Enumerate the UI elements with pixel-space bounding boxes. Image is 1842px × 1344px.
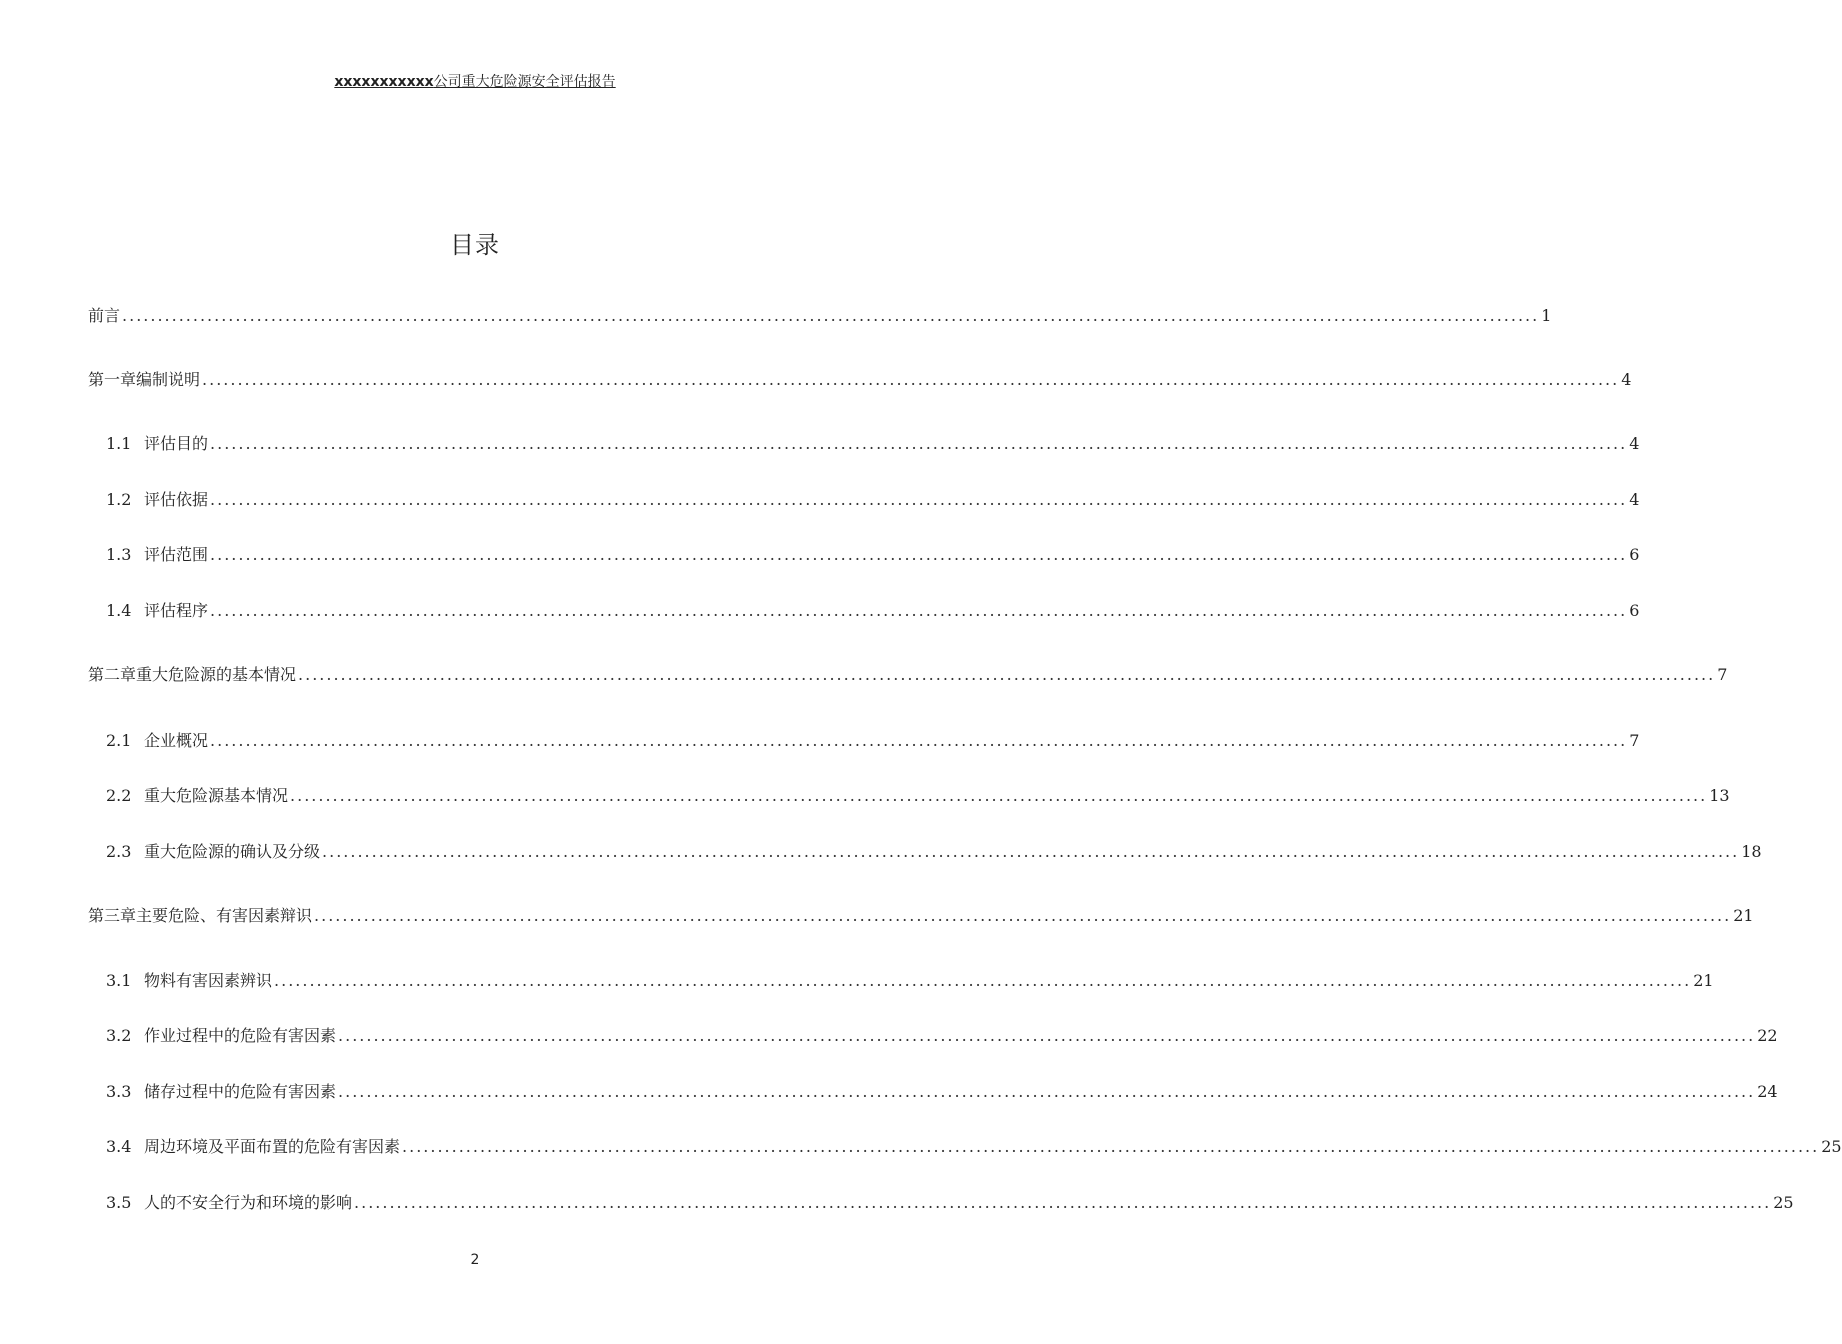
toc-entry-label: [106, 1078, 336, 1106]
toc-entry[interactable]: [106, 838, 1762, 866]
toc-leader-dots: ........................................................................................................................................................................................................: [210, 601, 1628, 620]
toc-entry-label: [106, 727, 208, 755]
toc-entry-label: [106, 597, 208, 625]
toc-entry[interactable]: [106, 1078, 1778, 1106]
toc-entry-text: 第一章编制说明: [88, 370, 201, 389]
toc-entry[interactable]: [88, 661, 1728, 689]
toc-entry-text: 重大危险源的确认及分级: [144, 842, 321, 861]
header-report-title: 公司重大危险源安全评估报告: [433, 74, 616, 90]
toc-entry-page: 6: [1629, 601, 1640, 620]
toc-entry-number: 1.4: [106, 601, 132, 620]
toc-entry-number: 1.3: [106, 545, 132, 564]
toc-entry-number: 3.3: [106, 1082, 132, 1101]
toc-entry[interactable]: [106, 1189, 1794, 1217]
toc-entry-text: 重大危险源基本情况: [144, 786, 289, 805]
toc-entry-number: 3.2: [106, 1026, 132, 1045]
toc-entry-label: [106, 1133, 400, 1161]
toc-entry-label: [106, 430, 208, 458]
toc-entry-label: [106, 1022, 336, 1050]
toc-leader-dots: ........................................................................................................................................................................................................: [210, 545, 1628, 564]
toc-entry-label: [106, 967, 272, 995]
toc-entry[interactable]: [88, 366, 1632, 394]
toc-leader-dots: ........................................................................................................................................................................................................: [210, 434, 1628, 453]
toc-entry[interactable]: [106, 541, 1640, 569]
toc-leader-dots: ........................................................................................................................................................................................................: [290, 786, 1708, 805]
toc-entry-text: 评估范围: [144, 545, 209, 564]
toc-entry-text: 作业过程中的危险有害因素: [144, 1026, 337, 1045]
toc-entry-page: 4: [1621, 370, 1632, 389]
toc-entry-label: [106, 1189, 352, 1217]
toc-entry[interactable]: [106, 486, 1640, 514]
toc-entry-text: 企业概况: [144, 731, 209, 750]
toc-leader-dots: ........................................................................................................................................................................................................: [322, 842, 1740, 861]
toc-leader-dots: ........................................................................................................................................................................................................: [338, 1026, 1756, 1045]
toc-leader-dots: ........................................................................................................................................................................................................: [210, 731, 1628, 750]
toc-leader-dots: ........................................................................................................................................................................................................: [210, 490, 1628, 509]
toc-title: 目录: [450, 231, 500, 259]
toc-entry-page: 24: [1757, 1082, 1778, 1101]
toc-entry[interactable]: [106, 782, 1730, 810]
toc-leader-dots: ........................................................................................................................................................................................................: [202, 370, 1620, 389]
toc-entry-label: [88, 366, 200, 394]
toc-entry-text: 评估目的: [144, 434, 209, 453]
toc-entry-label: [106, 838, 320, 866]
toc-entry-page: 18: [1741, 842, 1762, 861]
toc-entry-label: [88, 661, 296, 689]
toc-entry-number: 2.1: [106, 731, 132, 750]
toc-entry[interactable]: [106, 430, 1640, 458]
page-number: 2: [470, 1252, 480, 1268]
toc-entry-number: 1.1: [106, 434, 132, 453]
toc-entry-number: 3.1: [106, 971, 132, 990]
header-company-code: xxxxxxxxxxx: [334, 74, 434, 90]
toc-entry-label: [106, 782, 288, 810]
toc-entry-text: 前言: [88, 306, 121, 325]
toc-entry[interactable]: [88, 302, 1552, 330]
toc-leader-dots: ........................................................................................................................................................................................................: [338, 1082, 1756, 1101]
toc-entry-label: [106, 541, 208, 569]
header-title: [334, 72, 615, 92]
toc-entry-page: 13: [1709, 786, 1730, 805]
toc-entry-text: 第三章主要危险、有害因素辩识: [88, 906, 313, 925]
toc-entry[interactable]: [106, 967, 1714, 995]
toc-entry-label: [88, 902, 312, 930]
toc-entry-number: 2.3: [106, 842, 132, 861]
toc-leader-dots: ........................................................................................................................................................................................................: [314, 906, 1732, 925]
toc-entry-page: 7: [1717, 665, 1728, 684]
toc-leader-dots: ........................................................................................................................................................................................................: [274, 971, 1692, 990]
toc-entry-text: 评估程序: [144, 601, 209, 620]
toc-entry-text: 储存过程中的危险有害因素: [144, 1082, 337, 1101]
running-header: [0, 72, 950, 92]
toc-entry-text: 物料有害因素辨识: [144, 971, 273, 990]
toc-entry-text: 第二章重大危险源的基本情况: [88, 665, 297, 684]
toc-entry-text: 人的不安全行为和环境的影响: [144, 1193, 353, 1212]
toc-entry-page: 6: [1629, 545, 1640, 564]
toc-leader-dots: ........................................................................................................................................................................................................: [122, 306, 1540, 325]
toc-entry-number: 3.5: [106, 1193, 132, 1212]
toc-entry-page: 21: [1693, 971, 1714, 990]
toc-entry[interactable]: [106, 727, 1640, 755]
toc-leader-dots: ........................................................................................................................................................................................................: [354, 1193, 1772, 1212]
toc-entry[interactable]: [106, 1022, 1778, 1050]
toc-leader-dots: ........................................................................................................................................................................................................: [298, 665, 1716, 684]
toc-entry-label: [88, 302, 120, 330]
toc-entry[interactable]: [88, 902, 1754, 930]
toc-leader-dots: ........................................................................................................................................................................................................: [402, 1137, 1820, 1156]
toc-entry-page: 25: [1821, 1137, 1842, 1156]
toc-entry-page: 4: [1629, 490, 1640, 509]
toc-entry-page: 22: [1757, 1026, 1778, 1045]
toc-entry-number: 1.2: [106, 490, 132, 509]
toc-entry[interactable]: [106, 1133, 1842, 1161]
toc-entry-label: [106, 486, 208, 514]
toc-entry-number: 3.4: [106, 1137, 132, 1156]
toc-entry-page: 7: [1629, 731, 1640, 750]
toc-entry-page: 4: [1629, 434, 1640, 453]
toc-entry-text: 周边环境及平面布置的危险有害因素: [144, 1137, 401, 1156]
toc-entry-text: 评估依据: [144, 490, 209, 509]
toc-entry-page: 1: [1541, 306, 1552, 325]
toc-entry-page: 25: [1773, 1193, 1794, 1212]
toc-entry-number: 2.2: [106, 786, 132, 805]
toc-entry[interactable]: [106, 597, 1640, 625]
toc-entry-page: 21: [1733, 906, 1754, 925]
